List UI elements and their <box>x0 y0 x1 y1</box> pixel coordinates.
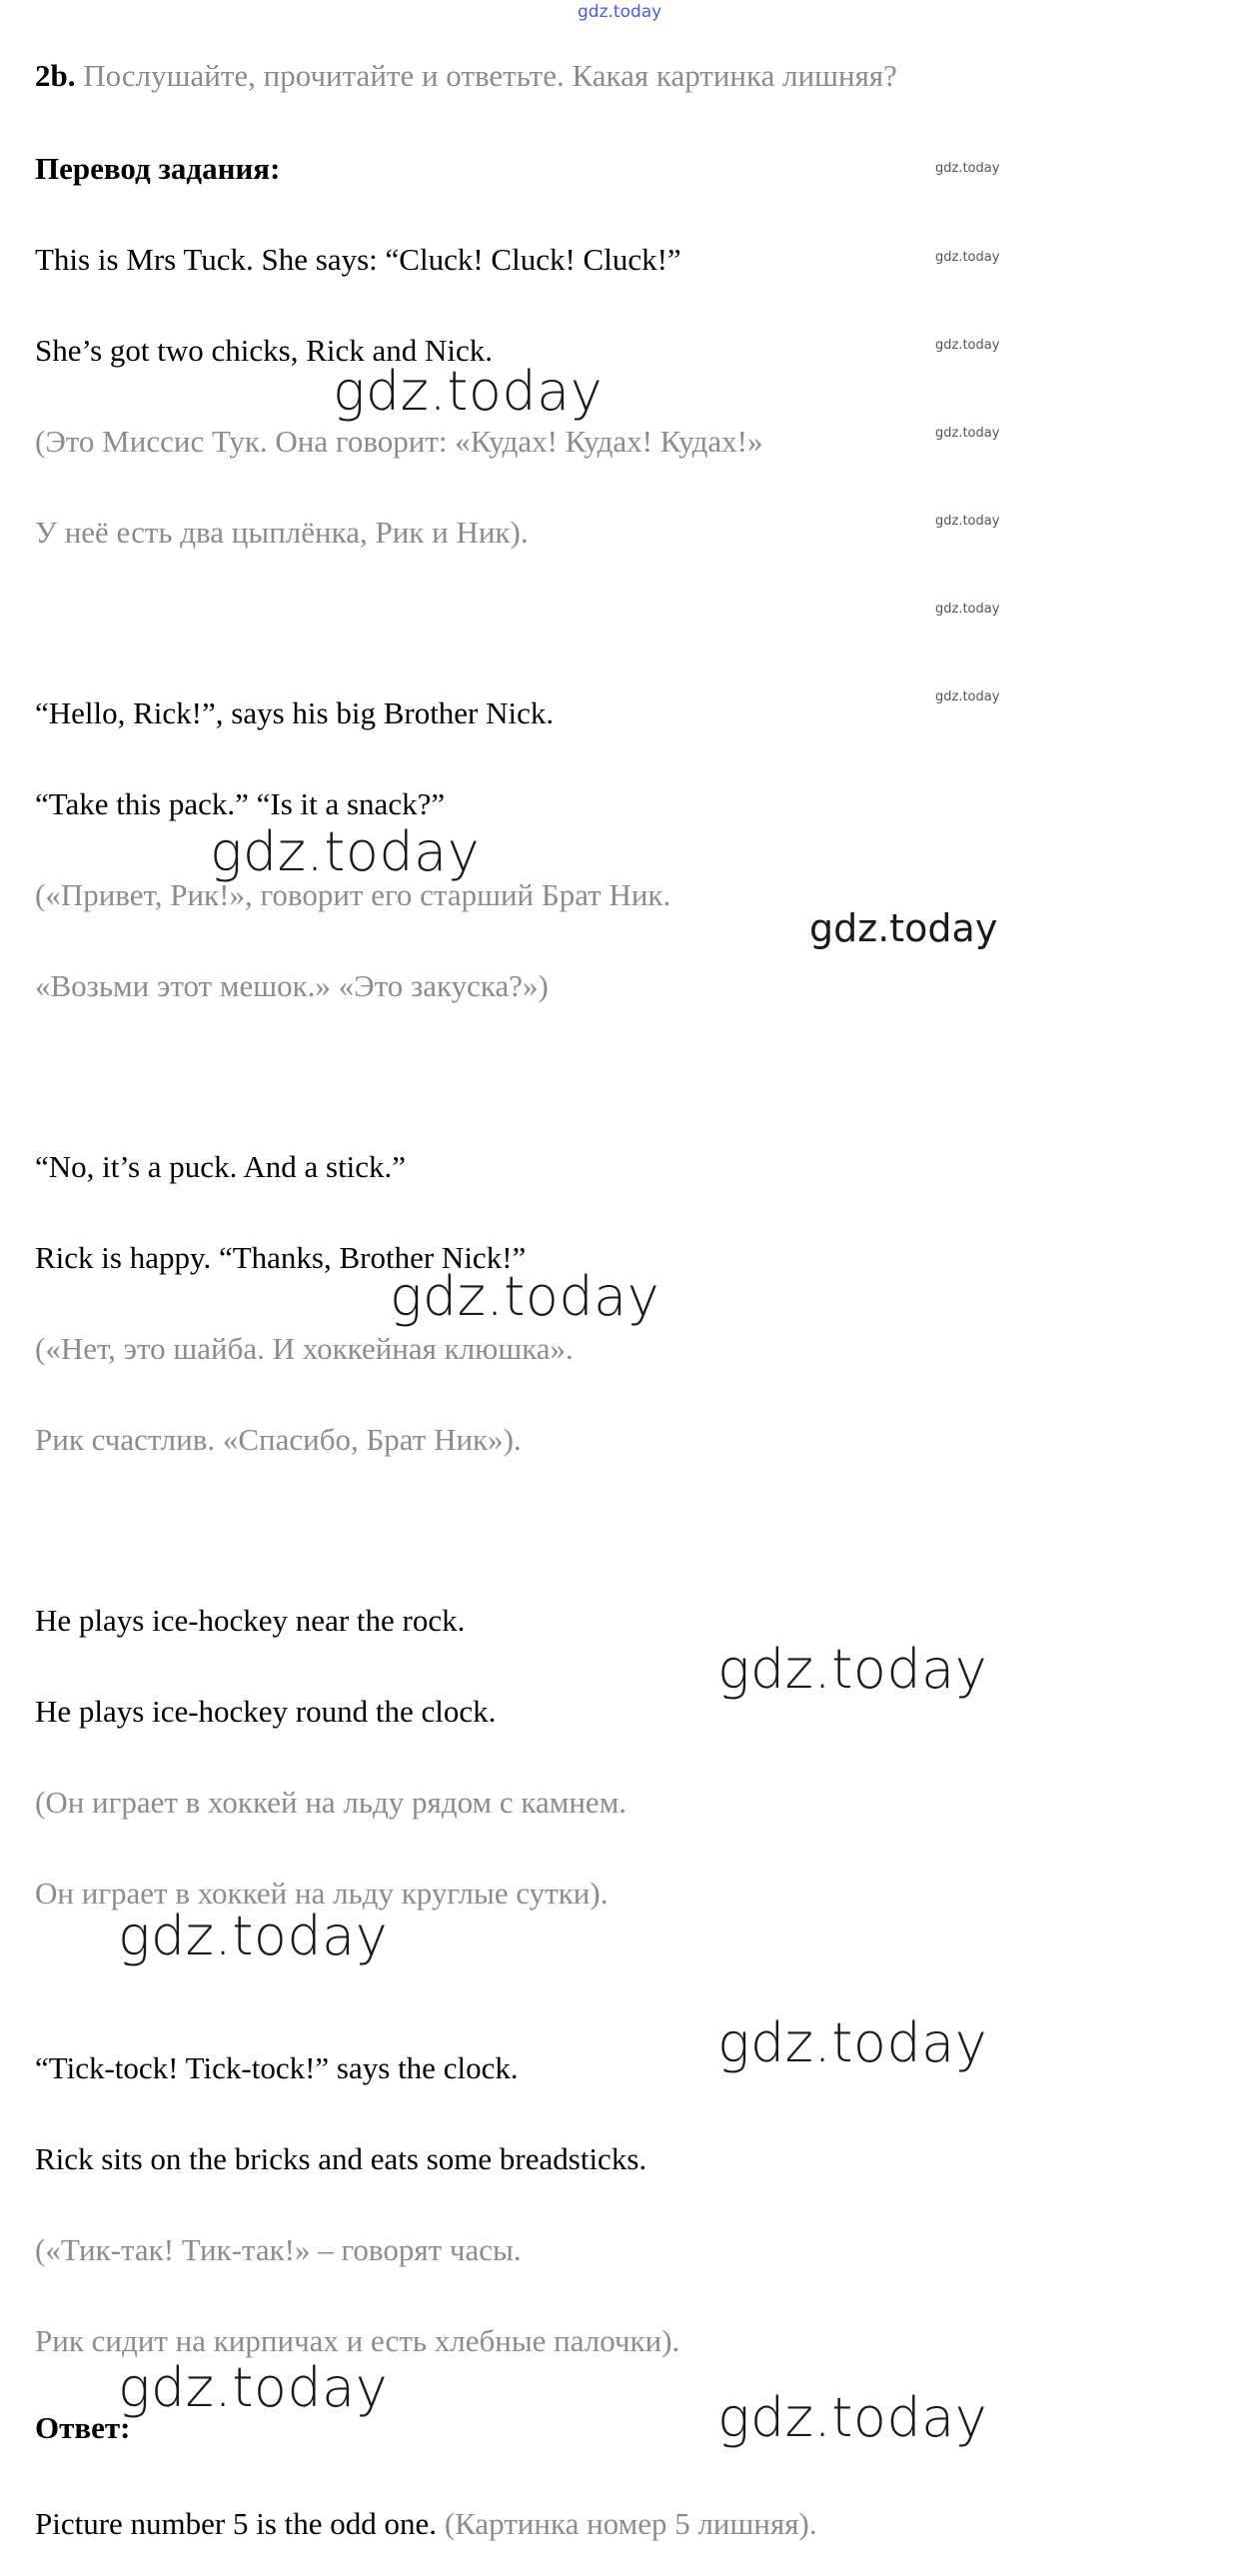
stanza-1-en-line-2: She’s got two chicks, Rick and Nick. <box>35 333 494 368</box>
watermark-small-2: gdz.today <box>935 250 1000 265</box>
answer-text: Picture number 5 is the odd one. <box>35 2506 438 2541</box>
watermark-large-5: gdz.today <box>118 1905 389 1967</box>
stanza-5-ru-line-1: («Тик-так! Тик-так!» – говорят часы. <box>35 2232 522 2267</box>
stanza-2-en-line-1: “Hello, Rick!”, says his big Brother Nick. <box>35 695 555 730</box>
stanza-3-ru-line-2: Рик счастлив. «Спасибо, Брат Ник»). <box>35 1422 522 1457</box>
task-number: 2b. <box>35 58 76 93</box>
answer-translation: (Картинка номер 5 лишняя). <box>444 2506 817 2541</box>
stanza-1-en-line-1: This is Mrs Tuck. She says: “Cluck! Cluck! Cluck!” <box>35 242 681 277</box>
stanza-4-ru-line-2: Он играет в хоккей на льду круглые сутки). <box>35 1876 609 1911</box>
stanza-1-ru-line-2: У неё есть два цыплёнка, Рик и Ник). <box>35 515 529 550</box>
stanza-5-en-line-2: Rick sits on the bricks and eats some breadsticks. <box>35 2141 647 2176</box>
watermark-large-3: gdz.today <box>390 1265 660 1328</box>
watermark-small-7: gdz.today <box>935 689 1000 704</box>
stanza-3-en-line-2: Rick is happy. “Thanks, Brother Nick!” <box>35 1240 527 1275</box>
watermark-small-1: gdz.today <box>935 161 1000 176</box>
task-header <box>35 56 897 96</box>
watermark-large-2: gdz.today <box>210 820 481 883</box>
stanza-4-en-line-1: He plays ice-hockey near the rock. <box>35 1603 466 1638</box>
stanza-2-ru-line-1: («Привет, Рик!», говорит его старший Брат Ник. <box>35 877 671 912</box>
answer-label: Ответ: <box>35 2410 131 2445</box>
watermark-large-8: gdz.today <box>717 2386 988 2449</box>
stanza-4-en-line-2: He plays ice-hockey round the clock. <box>35 1694 497 1729</box>
watermark-small-6: gdz.today <box>935 602 1000 617</box>
watermark-large-7: gdz.today <box>118 2356 389 2419</box>
watermark-medium-1: gdz.today <box>809 906 998 950</box>
watermark-small-3: gdz.today <box>935 338 1000 353</box>
watermark-large-6: gdz.today <box>717 2011 988 2074</box>
stanza-1-ru-line-1: (Это Миссис Тук. Она говорит: «Кудах! Кудах! Кудах!» <box>35 424 763 459</box>
stanza-3-ru-line-1: («Нет, это шайба. И хоккейная клюшка». <box>35 1331 574 1366</box>
watermark-top: gdz.today <box>578 2 662 22</box>
stanza-4-ru-line-1: (Он играет в хоккей на льду рядом с камнем. <box>35 1785 627 1820</box>
answer-line <box>35 2504 817 2544</box>
watermark-large-1: gdz.today <box>333 360 604 423</box>
stanza-5-en-line-1: “Tick-tock! Tick-tock!” says the clock. <box>35 2050 519 2085</box>
watermark-small-5: gdz.today <box>935 514 1000 529</box>
watermark-small-4: gdz.today <box>935 426 1000 441</box>
stanza-3-en-line-1: “No, it’s a puck. And a stick.” <box>35 1149 407 1184</box>
watermark-large-4: gdz.today <box>717 1638 988 1701</box>
stanza-5-ru-line-2: Рик сидит на кирпичах и есть хлебные палочки). <box>35 2323 680 2358</box>
translation-heading: Перевод задания: <box>35 151 281 186</box>
stanza-2-ru-line-2: «Возьми этот мешок.» «Это закуска?») <box>35 968 549 1003</box>
stanza-2-en-line-2: “Take this pack.” “Is it a snack?” <box>35 786 446 821</box>
task-instruction: Послушайте, прочитайте и ответьте. Какая картинка лишняя? <box>83 58 897 93</box>
